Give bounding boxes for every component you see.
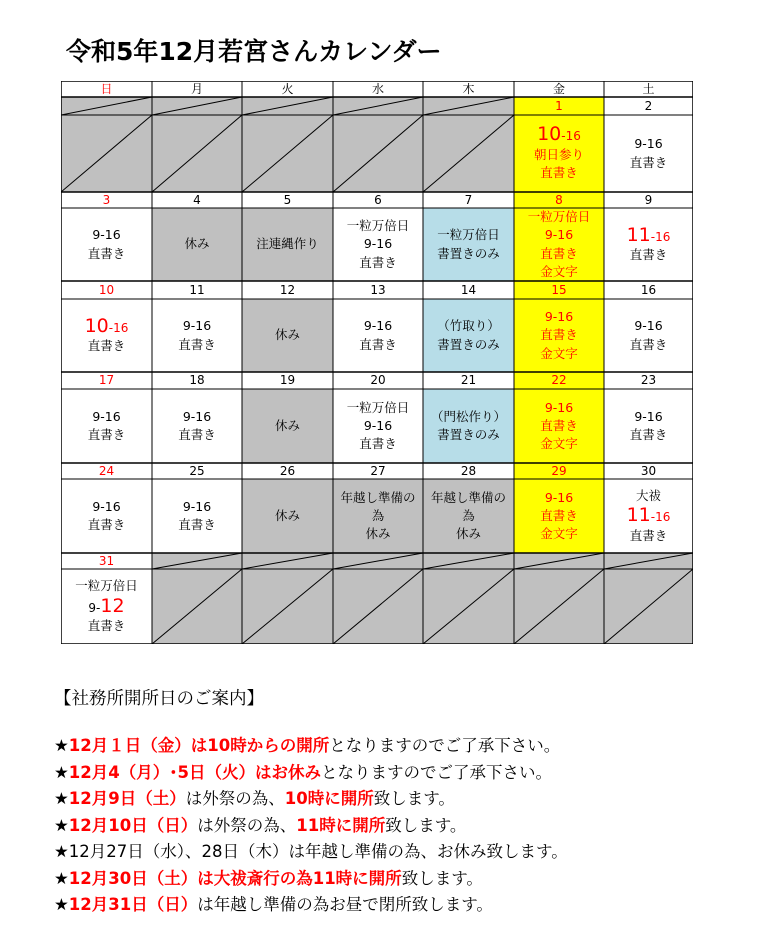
notice-text: ★	[54, 815, 69, 835]
date-number: 26	[279, 464, 296, 478]
date-number: 28	[460, 464, 477, 478]
day-cell-15	[514, 299, 604, 372]
cell-text: 直書き	[359, 254, 397, 270]
cell-text: 9-16	[634, 318, 663, 334]
day-cell-25	[152, 479, 242, 553]
weekday-header: 土	[642, 82, 655, 96]
date-number: 12	[279, 283, 296, 297]
cell-text: 金文字	[540, 345, 578, 361]
weekday-header: 月	[190, 82, 203, 96]
date-number: 24	[98, 464, 115, 478]
cell-text: 年越し準備の	[430, 489, 506, 505]
day-cell-6	[333, 208, 423, 281]
cell-text: 直書き	[87, 338, 126, 354]
day-cell-28	[423, 479, 514, 553]
date-number: 5	[283, 193, 292, 207]
date-number: 2	[644, 99, 653, 113]
cell-text: 9-16	[363, 318, 393, 334]
day-cell-8	[514, 208, 604, 281]
hours-line	[537, 124, 581, 146]
weekday-header: 日	[100, 82, 113, 96]
date-number: 27	[370, 464, 386, 478]
hours-line	[627, 225, 671, 247]
cell-text: 9-16	[544, 227, 574, 243]
notice-text: は外祭の為、	[185, 789, 285, 808]
date-number: 19	[279, 373, 296, 387]
cell-text: 9-16	[634, 408, 663, 424]
day-cell-10	[61, 299, 152, 372]
cell-text: 直書き	[87, 618, 126, 634]
notice-text: ★	[54, 789, 69, 808]
day-cell-19	[242, 389, 333, 463]
date-number: 16	[640, 283, 657, 297]
hours-start: 11	[626, 223, 651, 246]
cell-text: 9-16	[634, 136, 663, 152]
weekday-header: 火	[281, 82, 294, 96]
cell-text: 金文字	[540, 263, 578, 279]
cell-text: （門松作り）	[430, 408, 506, 424]
day-cell-5	[242, 208, 333, 281]
date-number: 13	[370, 283, 386, 297]
cell-text: 書置きのみ	[437, 427, 500, 442]
date-number: 29	[551, 464, 567, 478]
date-number: 18	[189, 373, 205, 387]
cell-text: 一粒万倍日	[75, 578, 138, 594]
cell-text: 9-16	[363, 417, 393, 433]
cell-text: 直書き	[629, 527, 668, 543]
day-cell-2	[604, 115, 693, 192]
day-cell-23	[604, 389, 693, 463]
notice-highlight: 12月9日（土）	[68, 789, 186, 808]
date-number: 10	[98, 283, 115, 297]
cell-text: 9-16	[92, 498, 121, 514]
notice-highlight: 12月１日（金）は10時からの開所	[68, 736, 330, 755]
date-number: 30	[640, 464, 657, 478]
notice-text: 致します。	[401, 868, 483, 888]
cell-text: 休み	[365, 526, 391, 542]
cell-text: 為	[371, 507, 385, 523]
day-cell-13	[333, 299, 423, 372]
notice-line	[54, 839, 754, 866]
cell-text: 直書き	[359, 336, 397, 352]
weekday-header: 水	[371, 82, 384, 96]
notice-list	[54, 733, 754, 919]
date-number: 21	[460, 373, 477, 387]
day-cell-7	[423, 208, 514, 281]
notice-line	[54, 760, 754, 787]
cell-text: 為	[462, 507, 475, 523]
cell-text: 休み	[455, 526, 481, 542]
hours-start: 10	[537, 123, 562, 146]
date-number: 8	[555, 193, 563, 207]
cell-text: 9-16	[92, 408, 121, 424]
cell-text: 9-16	[544, 309, 574, 325]
notice-line	[54, 866, 754, 893]
notice-text: ★	[54, 736, 69, 755]
notice-heading: 【社務所開所日のご案内】	[54, 689, 264, 709]
notice-text: となりますのでご了承下さい。	[320, 762, 552, 782]
cell-text: （竹取り）	[437, 318, 500, 334]
cell-text: 休み	[274, 327, 300, 343]
hours-line	[627, 505, 671, 527]
day-cell-31	[61, 569, 152, 644]
day-cell-26	[242, 479, 333, 553]
cell-text: 直書き	[629, 154, 668, 170]
date-number: 17	[98, 373, 115, 387]
day-cell-16	[604, 299, 693, 372]
date-number: 3	[102, 193, 111, 207]
day-cell-11	[152, 299, 242, 372]
cell-text: 一粒万倍日	[437, 227, 500, 243]
hours-end: -16	[561, 129, 581, 144]
cell-text: 直書き	[359, 436, 397, 452]
cell-text: 金文字	[540, 526, 578, 542]
notice-text: となりますのでご了承下さい。	[329, 736, 561, 755]
date-number: 9	[644, 193, 653, 207]
notice-text: ★	[54, 868, 69, 888]
day-cell-27	[333, 479, 423, 553]
notice-text: 致します。	[373, 789, 455, 808]
hours-end: -16	[108, 320, 129, 335]
cell-text: 一粒万倍日	[346, 218, 410, 234]
hours-prefix: 9-	[88, 600, 101, 615]
cell-text: 直書き	[629, 247, 668, 263]
cell-text: 書置きのみ	[437, 245, 500, 261]
date-number: 23	[640, 373, 657, 387]
day-cell-12	[242, 299, 333, 372]
date-number: 6	[374, 193, 382, 207]
day-cell-20	[333, 389, 423, 463]
cell-text: 年越し準備の	[340, 489, 416, 505]
day-cell-30	[604, 479, 693, 553]
cell-text: 注連縄作り	[256, 236, 319, 252]
cell-text: 直書き	[540, 327, 578, 343]
cell-text: 一粒万倍日	[346, 399, 410, 415]
notice-section	[54, 685, 754, 919]
day-cell-4	[152, 208, 242, 281]
cell-text: 金文字	[540, 436, 578, 452]
day-cell-18	[152, 389, 242, 463]
cell-text: 9-16	[182, 408, 212, 424]
notice-text: ★	[54, 762, 69, 782]
day-cell-3	[61, 208, 152, 281]
cell-text: 直書き	[178, 517, 216, 532]
notice-highlight: 12月10日（日）	[68, 815, 198, 835]
cell-text: 直書き	[178, 427, 216, 442]
cell-text: 休み	[274, 507, 300, 523]
notice-text: は外祭の為、	[197, 815, 297, 835]
notice-line	[54, 733, 754, 760]
day-cell-29	[514, 479, 604, 553]
hours-start: 10	[84, 314, 109, 337]
cell-text: 直書き	[87, 517, 126, 532]
weekday-header: 木	[462, 82, 475, 96]
hours-end: -16	[650, 510, 671, 525]
date-number: 11	[189, 283, 205, 297]
cell-text: 一粒万倍日	[527, 209, 591, 225]
cell-text: 直書き	[540, 507, 578, 523]
date-number: 22	[551, 373, 567, 387]
hours-line	[88, 596, 124, 618]
cell-text: 9-16	[182, 318, 212, 334]
notice-highlight: 11時に開所	[296, 815, 386, 835]
calendar-grid	[61, 81, 693, 644]
weekday-header: 金	[552, 82, 565, 96]
day-cell-21	[423, 389, 514, 463]
notice-line	[54, 892, 754, 919]
day-cell-17	[61, 389, 152, 463]
date-number: 25	[189, 464, 205, 478]
date-number: 7	[464, 193, 473, 207]
notice-highlight: 12月30日（土）は大祓斎行の為11時に開所	[68, 868, 402, 888]
cell-text: 直書き	[178, 336, 216, 352]
day-cell-24	[61, 479, 152, 553]
date-number: 4	[193, 193, 201, 207]
notice-highlight: 10時に開所	[284, 789, 374, 808]
cell-text: 直書き	[540, 245, 578, 261]
cell-text: 9-16	[182, 498, 212, 514]
date-number: 20	[370, 373, 386, 387]
day-cell-1	[514, 115, 604, 192]
notice-line	[54, 813, 754, 840]
notice-text: ★12月27日（水）、28日（木）は年越し準備の為、お休み致します。	[54, 842, 568, 861]
cell-text: 9-16	[92, 227, 121, 243]
notice-text: 致します。	[385, 815, 467, 835]
notice-highlight: 12月4（月）･5日（火）はお休み	[68, 762, 321, 782]
cell-text: 休み	[184, 236, 210, 252]
notice-text: ★	[54, 895, 69, 914]
day-cell-22	[514, 389, 604, 463]
cell-text: 朝日参り	[533, 147, 584, 163]
date-number: 1	[555, 99, 563, 113]
hours-end: -16	[650, 229, 671, 244]
date-number: 31	[98, 554, 115, 568]
cell-text: 直書き	[540, 417, 578, 433]
cell-text: 9-16	[544, 489, 574, 505]
cell-text: 直書き	[87, 245, 126, 261]
hours-start: 12	[100, 594, 125, 617]
date-number: 15	[551, 283, 567, 297]
cell-text: 休み	[274, 417, 300, 433]
cell-text: 直書き	[629, 336, 668, 352]
hours-line	[85, 316, 129, 338]
day-cell-9	[604, 208, 693, 281]
notice-text: は年越し準備の為お昼で閉所致します。	[197, 895, 493, 914]
day-cell-14	[423, 299, 514, 372]
cell-text: 9-16	[363, 236, 393, 252]
date-number: 14	[460, 283, 477, 297]
cell-text: 直書き	[87, 427, 126, 442]
cell-text: 書置きのみ	[437, 336, 500, 352]
cell-text: 9-16	[544, 399, 574, 415]
hours-start: 11	[626, 504, 651, 527]
calendar-title: 令和5年12月若宮さんカレンダー	[66, 37, 442, 66]
cell-text: 大祓	[635, 487, 661, 503]
cell-text: 直書き	[540, 165, 578, 181]
notice-line	[54, 786, 754, 813]
notice-highlight: 12月31日（日）	[68, 895, 198, 914]
cell-text: 直書き	[629, 427, 668, 442]
